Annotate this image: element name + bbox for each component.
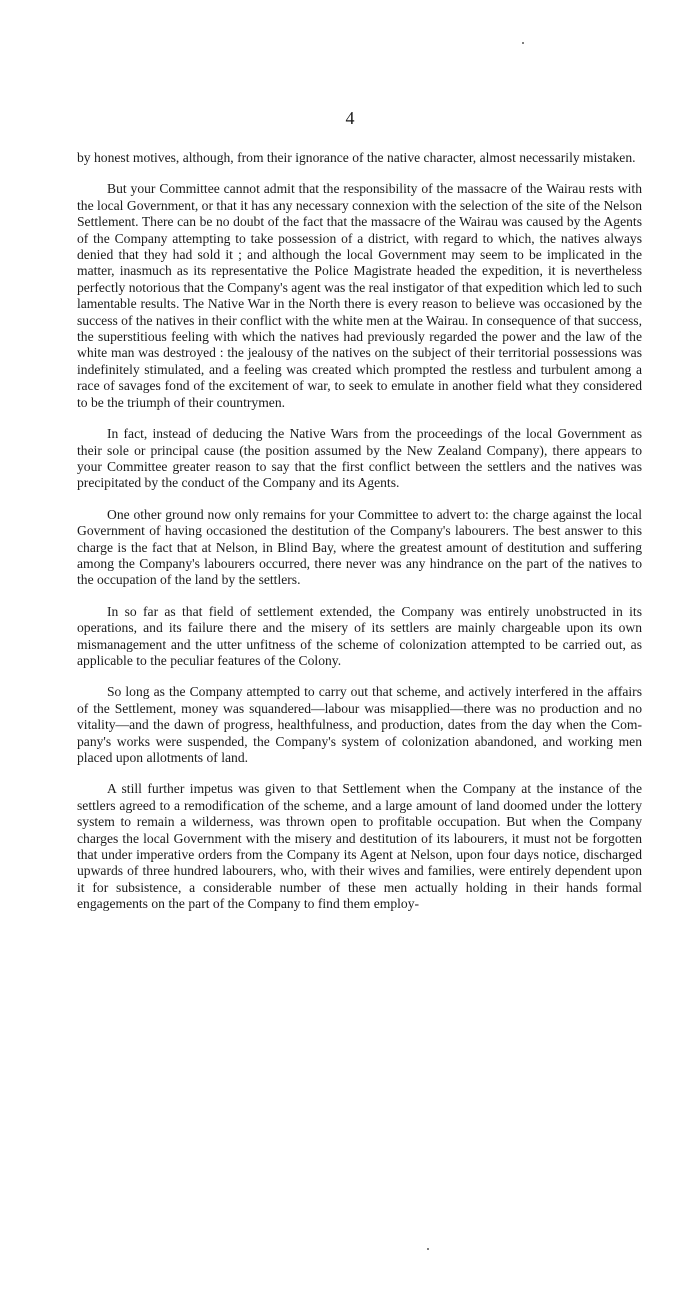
paragraph-labourers-charge: One other ground now only remains for your Committee to advert to: the charge against the local Government of having occasioned the destitution of the Company's labourers. The best answer to this charge is the fact that at Nelson, in Blind Bay, where the greatest amount of destitution and suffering among the Company's labourers occurred, there never was any hindrance on the part of the natives to the occupation of the land by the settlers. <box>77 506 642 588</box>
paragraph-field-of-settlement: In so far as that field of settlement extended, the Company was entirely unobstructed in its operations, and its failure there and the misery of its settlers are mainly chargeable upon its own mismanagement and the utter unfitness of the scheme of colonization attempted to be carried out, as applicable to the peculiar features of the Colony. <box>77 603 642 668</box>
paragraph-company-scheme: So long as the Company attempted to carry out that scheme, and actively interfered in the affairs of the Settlement, money was squandered—labour was misapplied—there was no production and no vitality—and the dawn of progress, healthfulness, and production, dates from the day when the Company's works were suspended, the Company's system of colonization abandoned, and working men placed upon allotments of land. <box>77 684 642 765</box>
paragraph-native-wars: In fact, instead of deducing the Native Wars from the proceedings of the local Government as their sole or principal cause (the position assumed by the New Zealand Company), there appears to your Committee greater reason to say that the first conflict between the settlers and the natives was precipitated by the conduct of the Company and its Agents. <box>77 426 642 491</box>
print-speck <box>522 42 524 44</box>
print-speck <box>427 1248 429 1250</box>
paragraph-wairau-massacre: But your Committee cannot admit that the responsibility of the massacre of the Wairau rests with the local Government, or that it has any necessary connexion with the selection of the site of the Nelson Settlement. There can be no doubt of the fact that the massacre of the Wairau was caused by the Agents of the Company attempting to take possession of a district, with regard to which, the natives always denied that they had sold it ; and although the local Government may seem to be implicated in the matter, inasmuch as its representative the Police Magistrate headed the expedition, it is nevertheless perfectly notorious that the Company's agent was the real instigator of that expedition which led to such lamentable results. The Native War in the North there is every reason to believe was occasioned by the success of the natives in their conflict with the white men at the Wairau. In consequence of that success, the superstitious feeling with which the natives had previously regarded the power and the law of the white man was destroyed : the jealousy of the natives on the subject of their territorial possessions was indefinitely stimulated, and a feeling was created which prompted the restless and turbulent among a race of savages fond of the excitement of war, to seek to emulate in another field what they considered to be the triumph of their countrymen. <box>77 181 642 410</box>
paragraph-further-impetus: A still further impetus was given to that Settlement when the Company at the instance of the settlers agreed to a remodification of the scheme, and a large amount of land doomed under the lottery system to remain a wilderness, was thrown open to profitable occupation. But when the Company charges the local Government with the misery and destitution of its labourers, it must not be forgotten that under imperative orders from the Company its Agent at Nelson, upon four days notice, discharged upwards of three hundred labourers, who, with their wives and families, were entirely dependent upon it for subsistence, a considerable number of these men actually holding in their hands formal engagements on the part of the Company to find them employ- <box>77 781 642 912</box>
page-number: 4 <box>345 108 355 128</box>
paragraph-continued: by honest motives, although, from their ignorance of the native character, almost necessarily mistaken. <box>77 150 636 165</box>
body-text <box>77 150 642 928</box>
